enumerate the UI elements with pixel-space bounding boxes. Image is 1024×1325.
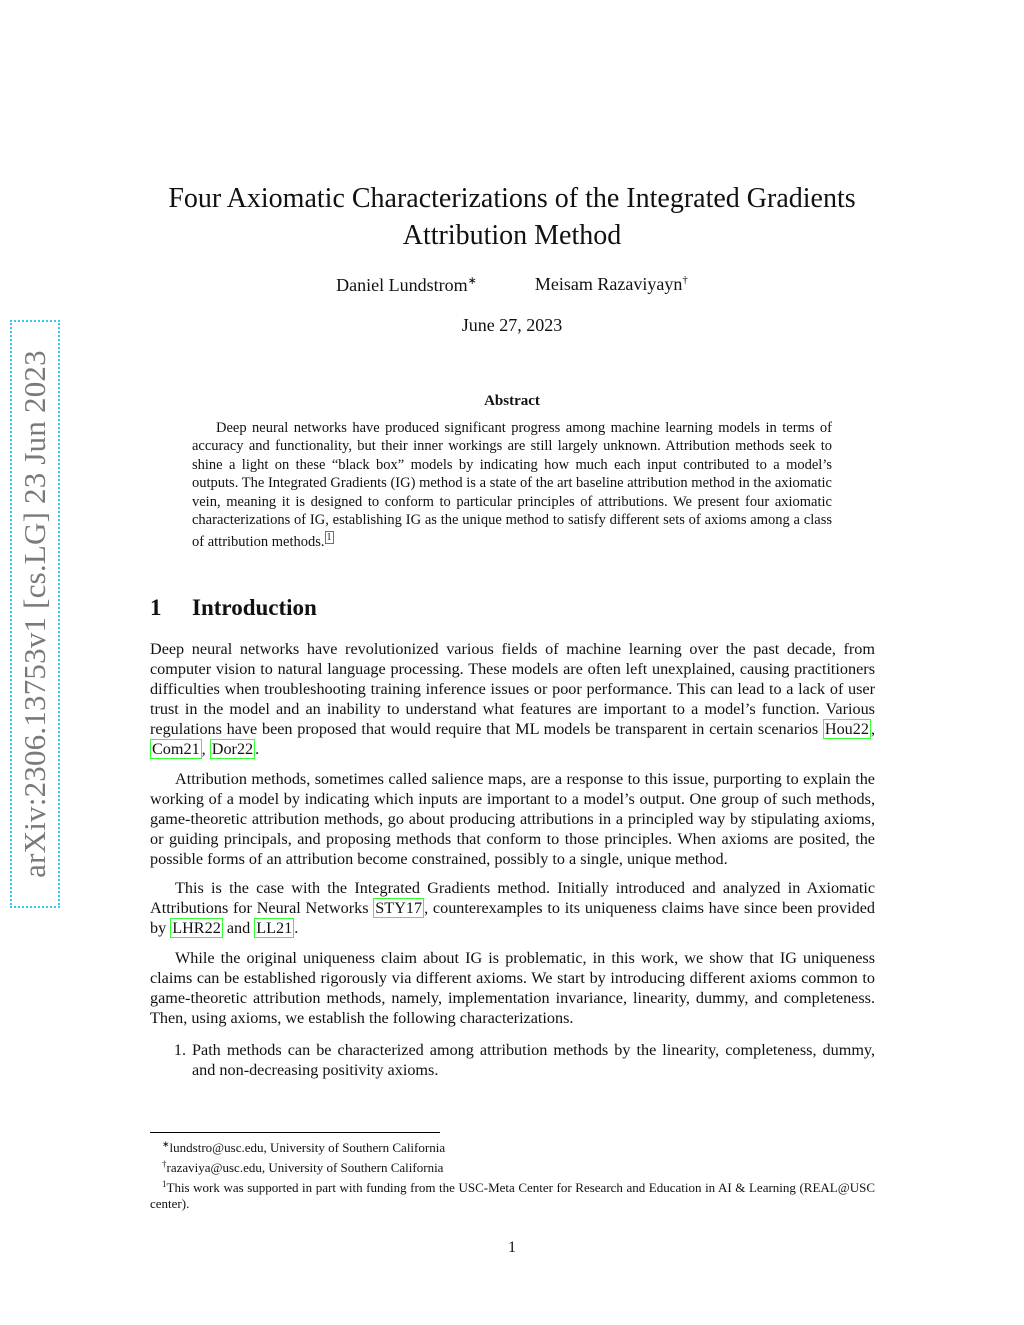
- section-number: 1: [150, 595, 162, 620]
- author-2-footnote-mark[interactable]: †: [682, 274, 688, 286]
- citation-link-sty17[interactable]: STY17: [375, 899, 423, 917]
- citation-link-com21[interactable]: Com21: [152, 740, 200, 758]
- abstract-body-text: Deep neural networks have produced significant progress among machine learning models in terms of accuracy and functionality, but their inner workings are still largely unknown. Attribution methods seek to shine a light on these “black box” models by indicating how much each input contributed to a model’s outputs. The Integrated Gradients (IG) method is a state of the art baseline attribution method in the axiomatic vein, meaning it is designed to conform to particular principles of attributions. We present four axiomatic characterizations of IG, establishing IG as the unique method to satisfy different sets of axioms among a class of attribution methods.: [192, 420, 832, 551]
- paragraph-4: While the original uniqueness claim about IG is problematic, in this work, we show that IG uniqueness claims can be established rigorously via different axioms. We start by introducing different axioms common to game-theoretic attribution methods, namely, implementation invariance, linearity, dummy, and completeness. Then, using axioms, we establish the following characterizations.: [150, 948, 875, 1027]
- author-2: [535, 274, 688, 296]
- author-1: [336, 274, 477, 296]
- citation-separator: ,: [201, 740, 210, 758]
- page-number: 1: [508, 1239, 516, 1256]
- paragraph-3-text-b: , counterexamples to its uniqueness claims have since been provided by: [150, 899, 875, 937]
- sentence-end: .: [294, 919, 299, 937]
- footnote-divider: [150, 1132, 440, 1133]
- abstract-footnote-link[interactable]: 1: [326, 532, 332, 544]
- section-heading-introduction: [150, 595, 317, 621]
- paragraph-3-text-c: and: [222, 919, 255, 937]
- abstract-text: [192, 419, 832, 552]
- footnote-mark: 1: [162, 1179, 167, 1189]
- citation-link-ll21[interactable]: LL21: [256, 919, 293, 937]
- citation-link-hou22[interactable]: Hou22: [824, 720, 869, 738]
- abstract-heading: Abstract: [484, 393, 540, 409]
- paragraph-3: [150, 878, 875, 938]
- paragraph-2: Attribution methods, sometimes called salience maps, are a response to this issue, purporting to explain the working of a model by indicating which inputs are important to a model’s output. One group of such methods, game-theoretic attribution methods, go about producing attributions in a principled way by stipulating axioms, or guiding principals, and proposing methods that conform to those principles. When axioms are posited, the possible forms of an attribution become constrained, possibly to a single, unique method.: [150, 769, 875, 868]
- characterization-list: [150, 1040, 875, 1080]
- list-item: [150, 1040, 875, 1080]
- citation-separator: ,: [870, 720, 875, 738]
- footnote-funding: [150, 1176, 875, 1212]
- footnote-text: lundstro@usc.edu, University of Southern California: [169, 1140, 446, 1155]
- footnote-text: razaviya@usc.edu, University of Southern California: [166, 1160, 444, 1175]
- author-list: [0, 274, 1024, 296]
- sentence-end: .: [255, 740, 260, 758]
- paper-date: June 27, 2023: [461, 315, 563, 335]
- footnotes: [150, 1136, 875, 1212]
- introduction-body: [150, 639, 875, 1080]
- footnote-mark: ∗: [162, 1139, 170, 1149]
- paragraph-1: [150, 639, 875, 759]
- footnote-text: This work was supported in part with funding from the USC-Meta Center for Research and Education in AI & Learning (REAL@USC center).: [150, 1180, 875, 1211]
- citation-link-dor22[interactable]: Dor22: [211, 740, 254, 758]
- paper-title: Four Axiomatic Characterizations of the Integrated Gradients Attribution Method: [168, 183, 856, 251]
- author-1-name: Daniel Lundstrom: [336, 275, 468, 295]
- author-1-footnote-mark[interactable]: ∗: [467, 275, 477, 287]
- footnote-mark: †: [162, 1159, 167, 1169]
- list-item-marker: 1.: [173, 1040, 186, 1059]
- list-item-text: Path methods can be characterized among attribution methods by the linearity, completeness, dummy, and non-decreasing positivity axioms.: [192, 1040, 875, 1079]
- footnote-author-2: [150, 1156, 875, 1176]
- paragraph-3-text-a: This is the case with the Integrated Gradients method. Initially introduced and analyzed in Axiomatic Attributions for Neural Networks: [150, 879, 875, 917]
- section-title: Introduction: [192, 595, 317, 620]
- author-2-name: Meisam Razaviyayn: [534, 274, 683, 294]
- paragraph-1-text: Deep neural networks have revolutionized various fields of machine learning over the past decade, from computer vision to natural language processing. These models are often left unexplained, causing practitioners difficulties when troubleshooting training inference issues or poor performance. This can lead to a lack of user trust in the model and an inability to understand what features are important to a model’s function. Various regulations have been proposed that would require that ML models be transparent in certain scenarios: [150, 640, 875, 738]
- citation-link-lhr22[interactable]: LHR22: [172, 919, 221, 937]
- arxiv-identifier-text: arXiv:2306.13753v1 [cs.LG] 23 Jun 2023: [17, 350, 52, 878]
- footnote-author-1: [150, 1136, 875, 1156]
